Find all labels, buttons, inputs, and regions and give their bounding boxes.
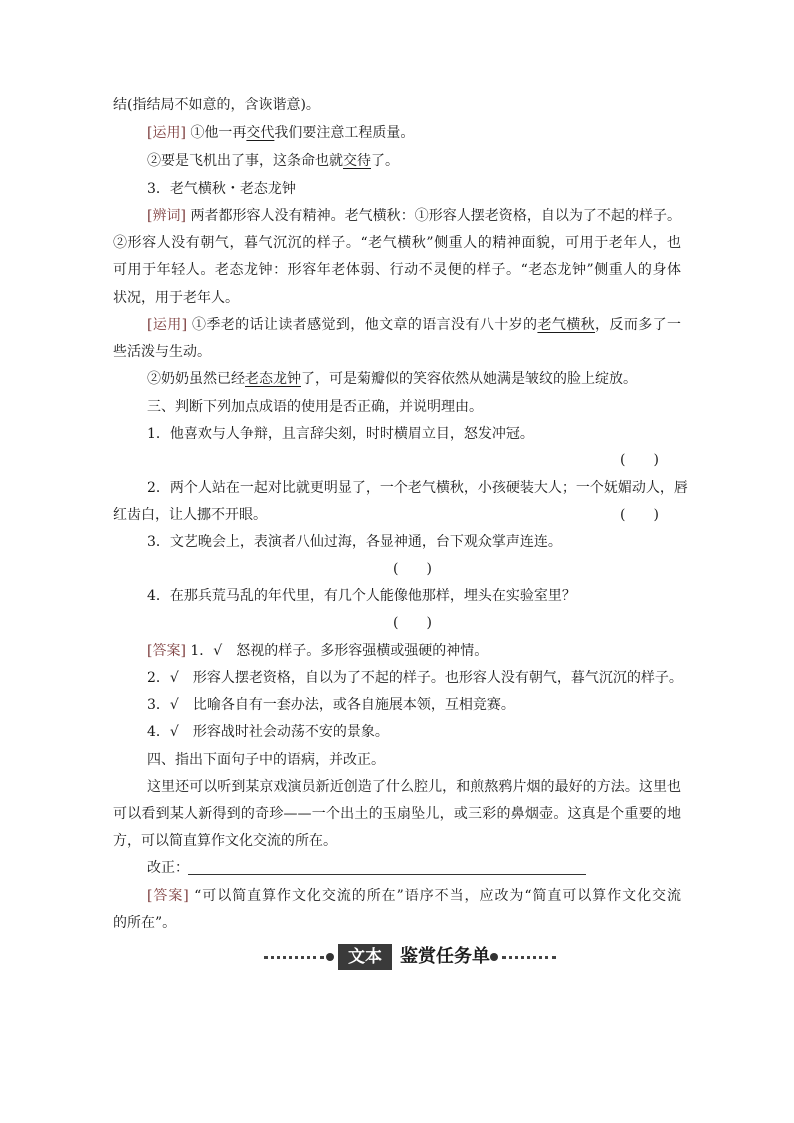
underlined-term: 老态龙钟 — [245, 371, 301, 387]
question-item: 2．两个人站在一起对比就更明显了，一个老气横秋，小孩硬装大人；一个妩媚动人，唇 — [147, 480, 688, 496]
usage-example-line: ②要是飞机出了事，这条命也就交待了。 — [147, 153, 399, 169]
bullet-dot — [326, 953, 334, 961]
answer-line: 2．√ 形容人摆老资格，自以为了不起的样子。也形容人没有朝气，暮气沉沉的样子。 — [147, 670, 683, 686]
answer-line: 4．√ 形容战时社会动荡不安的景象。 — [147, 724, 389, 740]
correction-blank[interactable] — [188, 874, 586, 875]
answer-line: 3．√ 比喻各自有一套办法，或各自施展本领，互相竞赛。 — [147, 697, 515, 713]
usage-tag: [运用] — [147, 317, 188, 333]
dotted-rule-left — [264, 956, 324, 962]
text-line: ②形容人没有朝气，暮气沉沉的样子。“老气横秋”侧重人的精神面貌，可用于老年人，也 — [113, 235, 681, 251]
question-item: 3．文艺晚会上，表演者八仙过海，各显神通，台下观众掌声连连。 — [147, 534, 562, 550]
section-heading: 3．老气横秋・老态龙钟 — [147, 181, 296, 197]
answer-bracket: ( ) — [620, 507, 659, 523]
answer-line: [答案] 1．√ 怒视的样子。多形容强横或强硬的神情。 — [147, 643, 489, 659]
answer-bracket: ( ) — [393, 615, 432, 631]
dotted-rule-right — [502, 956, 556, 962]
section-banner — [262, 944, 562, 972]
distinction-tag: [辨词] — [147, 208, 186, 224]
banner-box: 文本 — [338, 944, 392, 970]
question-item: 4．在那兵荒马乱的年代里，有几个人能像他那样，埋头在实验室里？ — [147, 588, 576, 604]
question-heading: 三、判断下列加点成语的使用是否正确，并说明理由。 — [147, 399, 483, 415]
answer-tag: [答案] — [147, 888, 189, 904]
usage-example-line: [运用] ①他一再交代我们要注意工程质量。 — [147, 125, 415, 141]
passage-line: 方，可以简直算作文化交流的所在。 — [113, 833, 337, 849]
underlined-term: 老气横秋 — [537, 317, 596, 333]
usage-tag: [运用] — [147, 125, 186, 141]
usage-example-line: ②奶奶虽然已经老态龙钟了，可是菊瓣似的笑容依然从她满是皱纹的脸上绽放。 — [147, 371, 637, 387]
passage-line: 可以看到某人新得到的奇珍——一个出土的玉扇坠儿，或三彩的鼻烟壶。这真是个重要的地 — [113, 806, 681, 822]
underlined-term: 交待 — [343, 153, 371, 169]
text-line: 些活泼与生动。 — [113, 344, 211, 360]
answer-bracket: ( ) — [620, 452, 659, 468]
banner-title: 鉴赏任务单 — [400, 946, 490, 967]
text-line: 状况，用于老年人。 — [113, 290, 239, 306]
bullet-dot — [490, 953, 498, 961]
correction-label: 改正： — [147, 860, 189, 876]
answer-line: [答案] “可以简直算作文化交流的所在”语序不当，应改为“简直可以算作文化交流 — [147, 888, 681, 904]
usage-example-line: [运用] ①季老的话让读者感觉到，他文章的语言没有八十岁的老气横秋，反而多了一 — [147, 317, 682, 333]
answer-tag: [答案] — [147, 643, 186, 659]
text-line: 结(指结局不如意的，含诙谐意)。 — [113, 97, 320, 113]
text-line: 红齿白，让人挪不开眼。 — [113, 507, 267, 523]
text-line: 可用于年轻人。老态龙钟：形容年老体弱、行动不灵便的样子。“老态龙钟”侧重人的身体 — [113, 262, 681, 278]
answer-line: 的所在”。 — [113, 915, 177, 931]
distinction-line: [辨词] 两者都形容人没有精神。老气横秋：①形容人摆老资格，自以为了不起的样子。 — [147, 208, 681, 224]
underlined-term: 交代 — [246, 125, 275, 141]
question-item: 1．他喜欢与人争辩，且言辞尖刻，时时横眉立目，怒发冲冠。 — [147, 426, 534, 442]
answer-bracket: ( ) — [393, 561, 432, 577]
question-heading: 四、指出下面句子中的语病，并改正。 — [147, 752, 385, 768]
passage-line: 这里还可以听到某京戏演员新近创造了什么腔儿，和煎熬鸦片烟的最好的方法。这里也 — [147, 779, 681, 795]
